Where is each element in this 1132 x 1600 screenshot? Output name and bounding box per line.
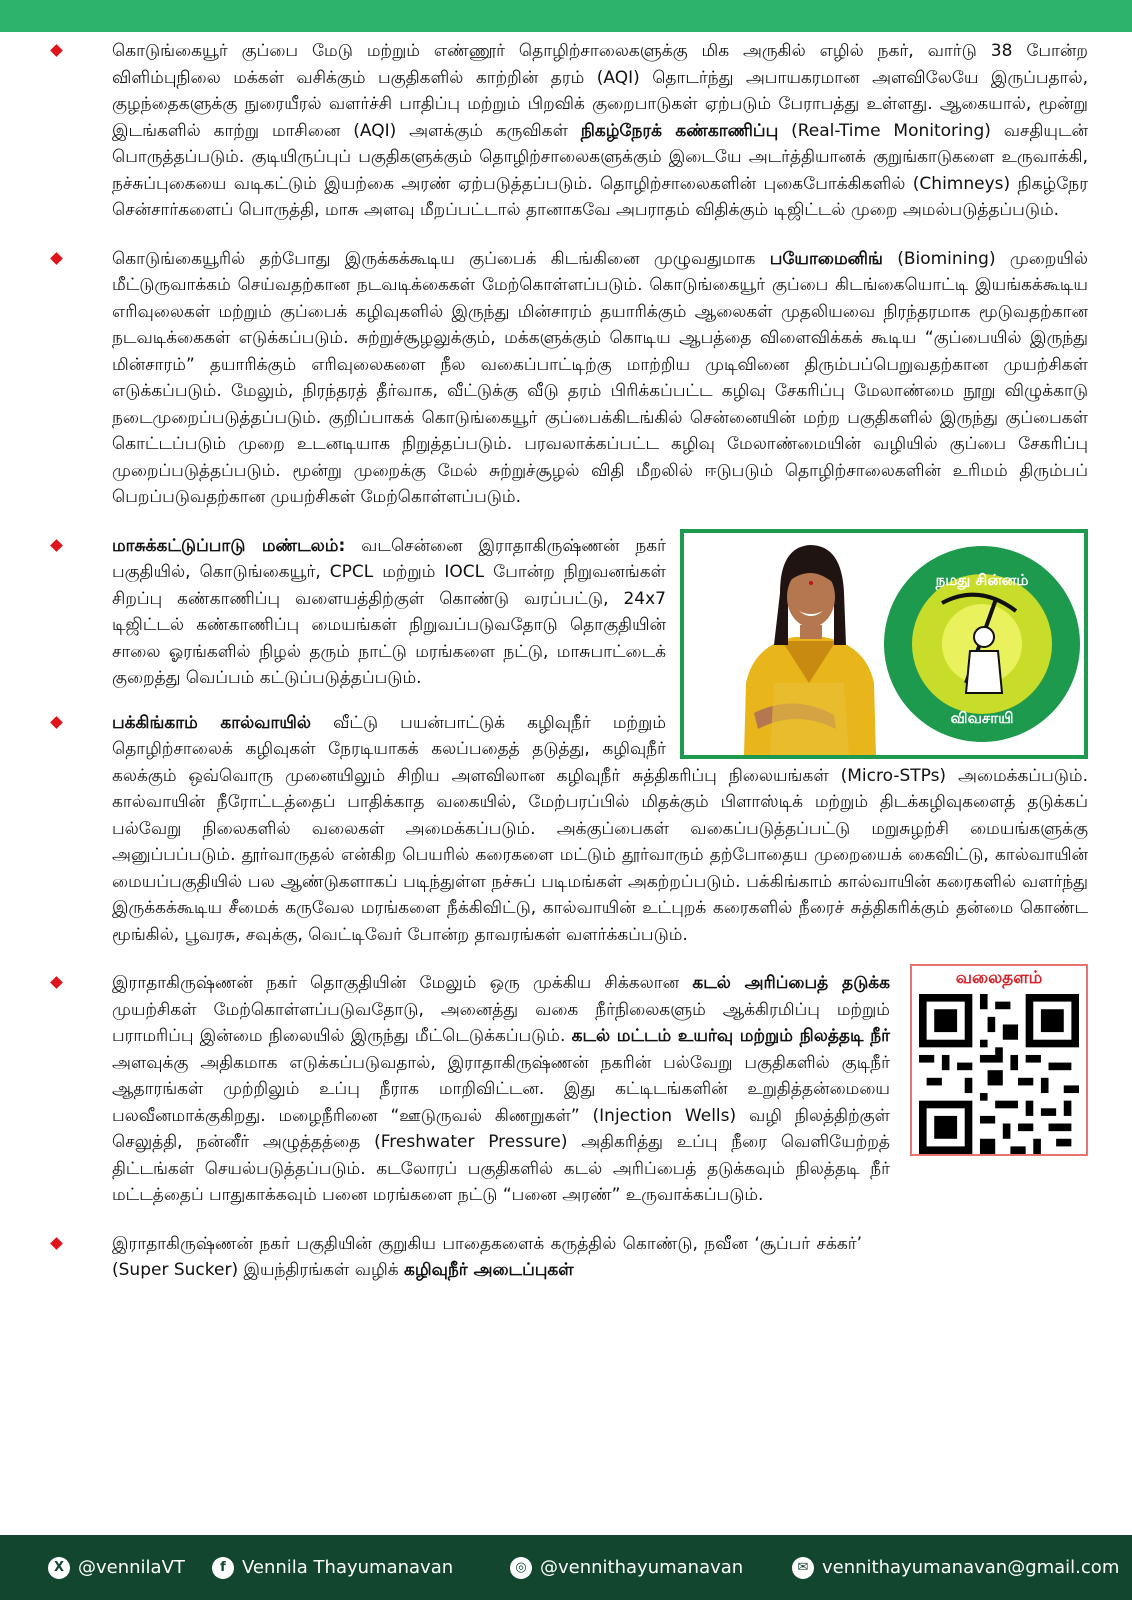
bullet-item-biomining [0, 246, 1132, 511]
qr-code-icon [919, 994, 1079, 1154]
email-link[interactable] [792, 1535, 1119, 1600]
paragraph-super-sucker [112, 1231, 862, 1284]
text-run: வீட்டு பயன்பாட்டுக் கழிவுநீர் மற்றும் தொழிற்சாலைக் கழிவுகள் நேரடியாகக் கலப்பதைத் தடுத்து, கழிவுநீர் கலக்கும் ஒவ்வொரு முனையிலும் சிறிய அளவிலான கழிவுநீர் சுத்திகரிப்பு நிலையங்கள் (Micro-STPs) அமைக்கப்படும். கால்வாயின் நீரோட்டத்தைப் பாதிக்காத வகையில், மேற்பரப்பில் மிதக்கும் பிளாஸ்டிக் மற்றும் திடக்கழிவுகளைத் தடுக்கப் பல்வேறு நிலைகளில் வலைகள் அமைக்கப்படும். அக்குப்பைகள் வகைப்படுத்தப்பட்டு மறுசுழற்சி மையங்களுக்கு அனுப்பப்படும். தூர்வாருதல் என்கிற பெயரில் கரைகளை மட்டும் தூர்வாரும் தற்போதைய முறையைக் கைவிட்டு, கால்வாயின் மையப்பகுதியில் பல ஆண்டுகளாகப் படிந்துள்ள நச்சுப் படிமங்கள் அகற்றப்படும். பக்கிங்காம் கால்வாயின் கரைகளில் வளர்ந்து இருக்கக்கூடிய சீமைக் கருவேல மரங்களை நீக்கிவிட்டு, கால்வாயின் உட்புறக் கரைகளில் நீரைச் சுத்திகரிக்கும் தன்மை கொண்ட மூங்கில், பூவரசு, சவுக்கு, வெட்டிவேர் போன்ற தாவரங்கள் வளர்க்கப்படும். [112, 712, 1088, 945]
text-run: (Biomining) முறையில் மீட்டுருவாக்கம் செய்வதற்கான நடவடிக்கைகள் மேற்கொள்ளப்படும். கொடுங்கையூர் குப்பை கிடங்கையொட்டி இயங்கக்கூடிய எரிவுலைகள் மற்றும் குப்பைக் கழிவுகளில் இருந்து மின்சாரம் தயாரிக்கும் ஆலைகள் முதலியவை நிரந்தரமாக மூடுவதற்கான நடவடிக்கைகள் எடுக்கப்படும். சுற்றுச்சூழலுக்கும், மக்களுக்கும் கொடிய ஆபத்தை விளைவிக்கக் கூடிய “குப்பையில் இருந்து மின்சாரம்” தயாரிக்கும் எரிவுலைகளை நீல வகைப்பாட்டிற்கு மாற்றிய முடிவினை திரும்பப்பெறுவதற்கான முயற்சிகள் எடுக்கப்படும். மேலும், நிரந்தரத் தீர்வாக, வீட்டுக்கு வீடு தரம் பிரிக்கப்பட்ட கழிவு சேகரிப்பு மேலாண்மை நூறு விழுக்காடு நடைமுறைப்படுத்தப்படும். குறிப்பாகக் கொடுங்கையூர் குப்பைக்கிடங்கில் சென்னையின் மற்ற பகுதிகளில் இருந்து குப்பைகள் கொட்டப்படும் முறை உடனடியாக நிறுத்தப்படும். பரவலாக்கப்பட்ட கழிவு மேலாண்மையின் வழியில் குப்பை சேகரிப்பு முறைப்படுத்தப்படும். மூன்று முறைக்கு மேல் சுற்றுச்சூழல் விதி மீறலில் ஈடுபடும் தொழிற்சாலைகளின் உரிமம் திரும்பப் பெறப்படுவதற்கான முயற்சிகள் மேற்கொள்ளப்படும். [112, 248, 1088, 507]
mail-icon: ✉ [792, 1557, 814, 1579]
bullet-item-buckingham-canal [0, 710, 1132, 949]
bullet-item-sea-erosion [0, 970, 1132, 1209]
text-run: (Real-Time Monitoring) வசதியுடன் பொருத்தப்படும். குடியிருப்புப் பகுதிகளுக்கும் தொழிற்சாலைகளுக்கும் இடையே அடர்த்தியானக் குறுங்காடுகளை உருவாக்கி, நச்சுப்புகையை வடிகட்டும் இயற்கை அரண் ஏற்படுத்தப்படும். தொழிற்சாலைகளின் புகைபோக்கிகளில் (Chimneys) நிகழ்நேர சென்சார்களைப் பொருத்தி, மாசு அளவு மீறப்பட்டால் தானாகவே அபராதம் விதிக்கும் டிஜிட்டல் முறை அமல்படுத்தப்படும். [112, 120, 1088, 220]
facebook-social-link[interactable] [212, 1535, 453, 1600]
paragraph-biomining [112, 246, 1088, 511]
text-run: முயற்சிகள் மேற்கொள்ளப்படுவதோடு, அனைத்து வகை நீர்நிலைகளும் ஆக்கிரமிப்பு மற்றும் பராமரிப்பு இன்மை நிலையில் இருந்து மீட்டெடுக்கப்படும். [112, 999, 890, 1046]
text-run: கொடுங்கையூரில் தற்போது இருக்கக்கூடிய குப்பைக் கிடங்கினை முழுவதுமாக [112, 248, 770, 269]
x-icon: X [48, 1557, 70, 1579]
bold-text-run: கழிவுநீர் அடைப்புகள் [404, 1260, 574, 1280]
bullet-diamond-icon [50, 539, 63, 552]
x-social-link[interactable] [48, 1535, 185, 1600]
bold-text-run: நிகழ்நேரக் கண்காணிப்பு [580, 120, 779, 141]
email-address: vennithayumanavan@gmail.com [822, 1557, 1120, 1578]
paragraph-air-quality [112, 38, 1088, 224]
bold-text-run: பயோமைனிங் [769, 248, 883, 269]
instagram-handle: @vennithayumanavan [540, 1557, 744, 1578]
bullet-diamond-icon [50, 716, 63, 729]
logo-top-text: நமது சின்னம் [935, 570, 1029, 589]
text-run: இராதாகிருஷ்ணன் நகர் தொகுதியின் மேலும் ஒரு முக்கிய சிக்கலான [112, 973, 693, 993]
facebook-icon: f [212, 1557, 234, 1579]
paragraph-buckingham-canal [112, 710, 1088, 949]
top-bar [0, 0, 1132, 32]
bullet-diamond-icon [50, 1237, 63, 1250]
x-handle: @vennilaVT [78, 1557, 185, 1578]
instagram-social-link[interactable] [510, 1535, 743, 1600]
logo-bottom-text: விவசாயி [950, 708, 1014, 727]
facebook-name: Vennila Thayumanavan [242, 1557, 454, 1578]
text-run: இராதாகிருஷ்ணன் நகர் பகுதியின் குறுகிய பாதைகளைக் கருத்தில் கொண்டு, நவீன ‘சூப்பர் சக்கர்’ (Super Sucker) இயந்திரங்கள் வழிக் [112, 1233, 862, 1280]
qr-title: வலைதளம் [955, 968, 1043, 988]
bold-text-run: கடல் மட்டம் உயர்வு மற்றும் நிலத்தடி நீர் [571, 1026, 890, 1046]
bullet-diamond-icon [50, 976, 63, 989]
bullet-item-air-quality [0, 38, 1132, 224]
text-run: அளவுக்கு அதிகமாக எடுக்கப்படுவதால், இராதாகிருஷ்ணன் நகரின் பல்வேறு பகுதிகளில் குடிநீர் ஆதாரங்கள் முற்றிலும் உப்பு நீராக மாறிவிட்டன. இது கட்டிடங்களின் உறுதித்தன்மையை பலவீனமாக்குகிறது. மழைநீரினை “ஊடுருவல் கிணறுகள்” (Injection Wells) வழி நிலத்திற்குள் செலுத்தி, நன்னீர் அழுத்தத்தை (Freshwater Pressure) அதிகரித்து உப்பு நீரை வெளியேற்றத் திட்டங்கள் செயல்படுத்தப்படும். கடலோரப் பகுதிகளில் கடல் அரிப்பைத் தடுக்கவும் நிலத்தடி நீர் மட்டத்தைப் பாதுகாக்கவும் பனை மரங்களை நட்டு “பனை அரண்” உருவாக்கப்படும். [112, 1052, 890, 1205]
bold-text-run: கடல் அரிப்பைத் தடுக்க [692, 973, 891, 993]
bullet-diamond-icon [50, 252, 63, 265]
bold-text-run: மாசுக்கட்டுப்பாடு மண்டலம்: [112, 535, 346, 556]
bullet-diamond-icon [50, 44, 63, 57]
instagram-icon: ◎ [510, 1557, 532, 1579]
text-run: வடசென்னை இராதாகிருஷ்ணன் நகர் பகுதியில், கொடுங்கையூர், CPCL மற்றும் IOCL போன்ற நிறுவனங்கள் சிறப்பு கண்காணிப்பு வளையத்திற்குள் கொண்டு வரப்பட்டு, 24x7 டிஜிட்டல் கண்காணிப்பு மையங்கள் நிறுவப்படுவதோடு தொகுதியின் சாலை ஓரங்களில் நிழல் தரும் நாட்டு மரங்களை நட்டு, மாசுபாட்டைக் குறைத்து வெப்பம் கட்டுப்படுத்தப்படும். [112, 535, 667, 688]
text-run: கொடுங்கையூர் குப்பை மேடு மற்றும் எண்ணூர் தொழிற்சாலைகளுக்கு மிக அருகில் எழில் நகர், வார்டு 38 போன்ற விளிம்புநிலை மக்கள் வசிக்கும் பகுதிகளில் காற்றின் தரம் (AQI) தொடர்ந்து அபாயகரமான அளவிலேயே இருப்பதால், குழந்தைகளுக்கு நுரையீரல் வளர்ச்சி பாதிப்பு மற்றும் பிறவிக் குறைபாடுகள் ஏற்படும் பேராபத்து உள்ளது. ஆகையால், மூன்று இடங்களில் காற்று மாசினை (AQI) அளக்கும் கருவிகள் [112, 41, 1088, 141]
bold-text-run: பக்கிங்காம் கால்வாயில் [112, 712, 311, 733]
footer-social-bar [0, 1535, 1132, 1600]
website-qr-panel[interactable] [910, 964, 1088, 1156]
bullet-item-super-sucker [0, 1231, 1132, 1284]
manifesto-content [0, 38, 1132, 1306]
